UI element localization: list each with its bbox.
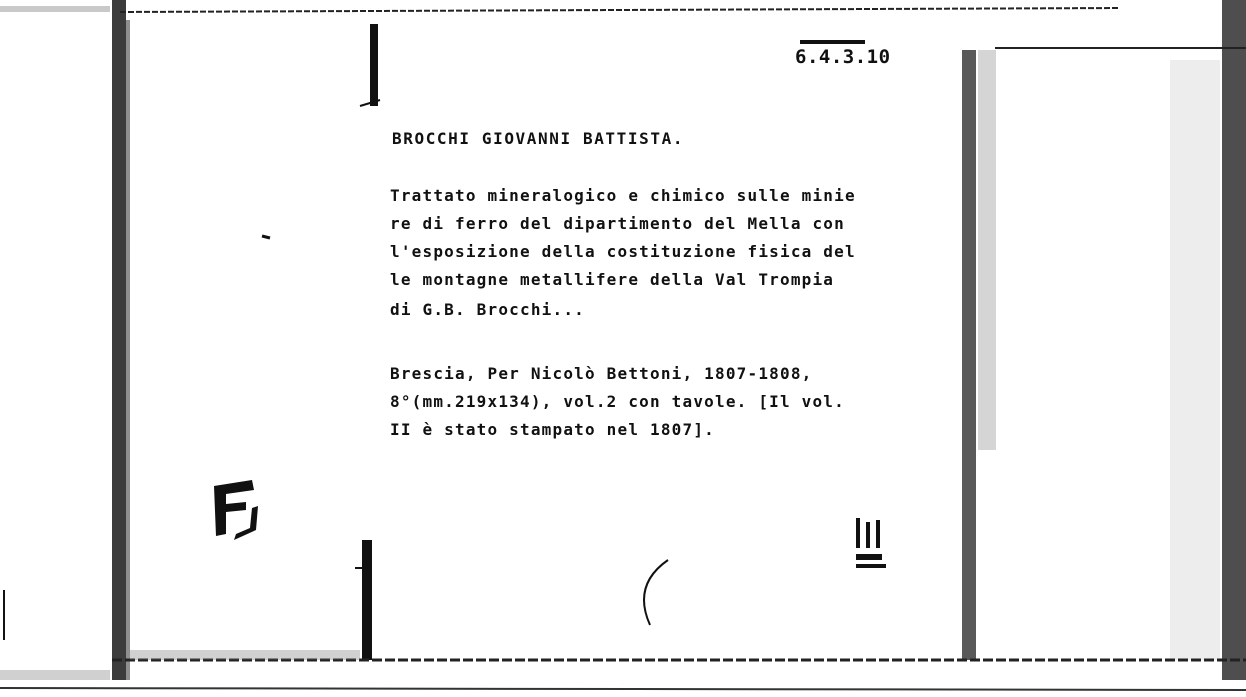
side-stamp-mark [852,516,896,574]
left-border-edge [126,20,130,680]
left-border-strip [112,0,126,680]
right-border-strip [1222,0,1246,680]
description-line: Trattato mineralogico e chimico sulle minie [390,186,856,205]
bottom-rule-2 [0,688,1246,690]
right-noise [1170,60,1220,660]
description-line: di G.B. Brocchi... [390,300,585,319]
card-right-edge [962,50,976,660]
description-line: re di ferro del dipartimento del Mella con [390,214,845,233]
top-left-noise [0,6,110,12]
bottom-noise [130,650,360,660]
shelfmark: 6.4.3.10 [795,46,891,68]
description-line: l'esposizione della costituzione fisica del [390,242,856,261]
card-top-left-mark [370,24,378,106]
bottom-left-noise [0,670,110,680]
description-line: le montagne metallifere della Val Trompia [390,270,835,289]
publication-line: II è stato stampato nel 1807]. [390,420,715,439]
top-rule [120,8,1120,12]
library-stamp-logo [212,478,260,542]
arc-mark [644,560,668,625]
author-heading: BROCCHI GIOVANNI BATTISTA. [392,129,685,148]
publication-line: 8°(mm.219x134), vol.2 con tavole. [Il vol. [390,392,845,411]
left-tick [262,236,270,238]
publication-line: Brescia, Per Nicolò Bettoni, 1807-1808, [390,364,813,383]
card-right-edge-2 [978,50,996,450]
card-left-edge [362,540,372,660]
